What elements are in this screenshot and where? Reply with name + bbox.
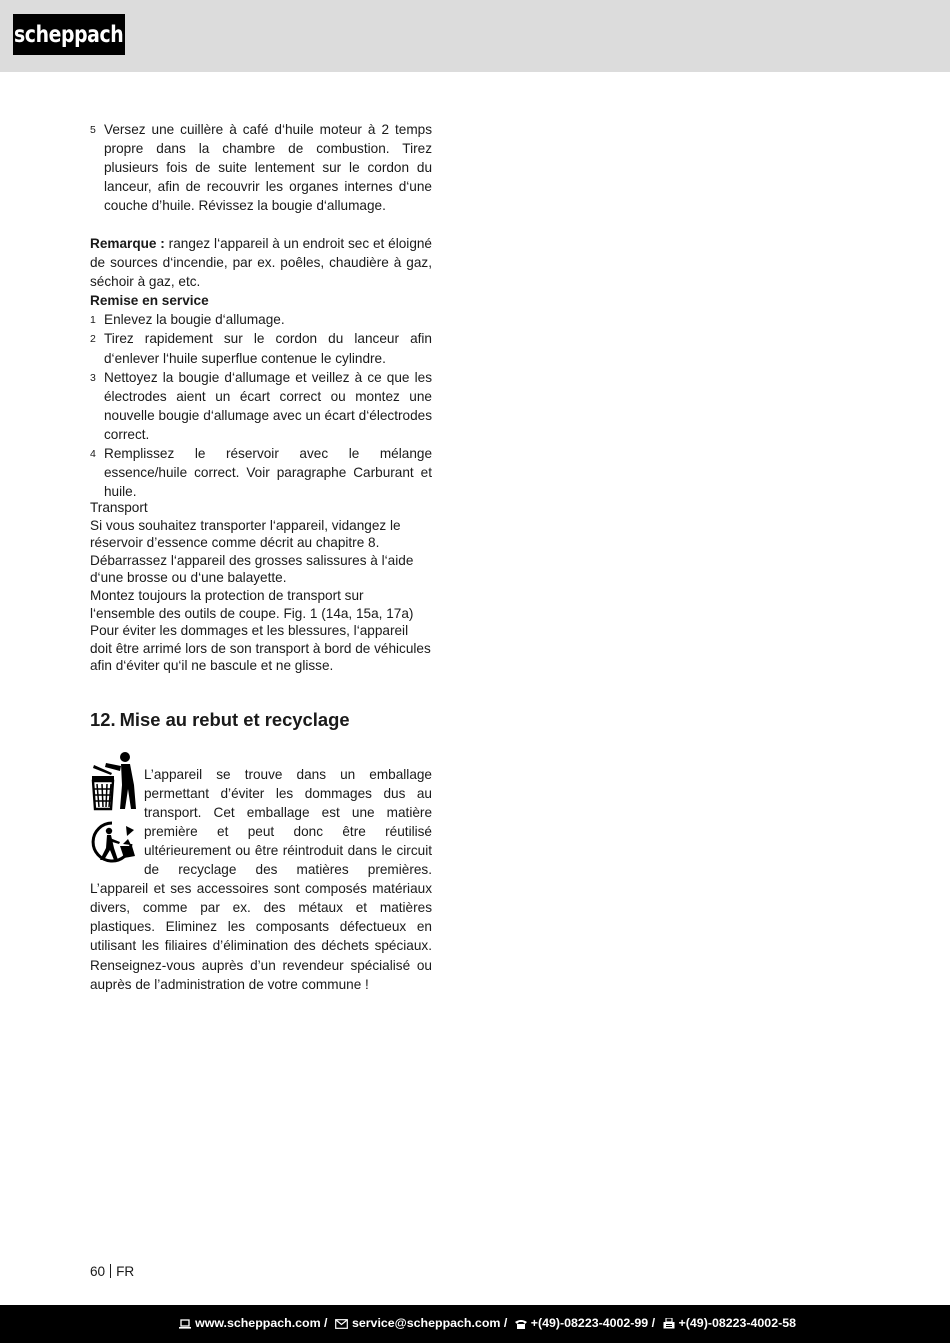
transport-heading: Transport	[90, 500, 148, 515]
trash-bin-icon	[90, 751, 138, 811]
list-number: 4	[90, 448, 96, 461]
recycling-paragraph: L’appareil se trouve dans un emballage permettant d’éviter les dommages dus au transport. Cet emballage est une matière première et peut donc être réutilisé ultérieurement ou être réintroduit dans le circuit de recyclage des matières premières. L’appareil et ses accessoires sont composés matériaux divers, comme par ex. des métaux et matières plastiques. Eliminez les composants défectueux en utilisant les filiaires d’élimination des déchets spéciaux. Renseignez-vous auprès d’un revendeur spécialisé ou auprès de l’administration de votre commune !	[90, 766, 432, 992]
recycling-icon	[90, 820, 138, 866]
remark-block	[90, 234, 432, 501]
transport-paragraph-1: Si vous souhaitez transporter l‘appareil, vidangez le réservoir d’essence comme décrit au chapitre 8. Débarrassez l‘appareil des grosses salissures à l‘aide d‘une brosse ou d‘une balayette.	[90, 517, 414, 586]
list-item	[90, 310, 432, 329]
list-item	[90, 368, 432, 444]
list-text: Remplissez le réservoir avec le mélange essence/huile correct. Voir paragraphe Carburant et huile.	[104, 446, 432, 500]
transport-paragraph-2: Montez toujours la protection de transport sur l‘ensemble des outils de coupe. Fig. 1 (14a, 15a, 17a)	[90, 587, 414, 621]
fax-icon	[663, 1318, 675, 1329]
transport-paragraph-3: Pour éviter les dommages et les blessures, l‘appareil doit être arrimé lors de son transport à bord de véhicules afin d‘éviter qu‘il ne bascule et ne glisse.	[90, 623, 431, 674]
list-item	[90, 120, 432, 215]
step-5-block	[90, 120, 432, 215]
page-language: FR	[116, 1264, 135, 1279]
page-number-block	[90, 1264, 134, 1279]
phone-number: +(49)-08223-4002-99 /	[530, 1316, 656, 1330]
laptop-icon	[179, 1319, 191, 1329]
transport-block	[90, 499, 432, 675]
list-number: 1	[90, 314, 96, 327]
restart-heading: Remise en service	[90, 293, 209, 309]
list-item	[90, 444, 432, 501]
restart-list	[90, 310, 432, 501]
list-text: Nettoyez la bougie d‘allumage et veillez à ce que les électrodes aient un écart correct ou montez une nouvelle bougie d‘allumage avec un écart d‘électrodes correct.	[104, 369, 432, 442]
remark-text: rangez l‘appareil à un endroit sec et éloigné de sources d‘incendie, par ex. poêles, chaudière à gaz, séchoir à gaz, etc.	[90, 236, 432, 290]
list-item	[90, 329, 432, 367]
list-text: Enlevez la bougie d‘allumage.	[104, 312, 285, 328]
remark-paragraph	[90, 234, 432, 291]
fax-number: +(49)-08223-4002-58	[678, 1316, 796, 1330]
list-number: 2	[90, 333, 96, 346]
section-title-text: Mise au rebut et recyclage	[119, 709, 350, 730]
list-number: 5	[90, 124, 96, 136]
recycling-block	[90, 751, 432, 1007]
contact-line	[179, 1316, 796, 1330]
page-number: 60	[90, 1264, 106, 1279]
section-title	[90, 709, 350, 731]
remark-label: Remarque :	[90, 236, 165, 251]
section-number: 12.	[90, 709, 116, 730]
website-link[interactable]: www.scheppach.com /	[195, 1316, 328, 1330]
list-text: Versez une cuillère à café d‘huile moteur à 2 temps propre dans la chambre de combustion. Tirez plusieurs fois de suite lentement sur le cordon du lanceur, afin de recouvrir les organes internes d‘une couche d’huile. Révissez la bougie d‘allumage.	[104, 122, 432, 214]
page-footer	[0, 1305, 950, 1343]
page-header	[0, 0, 950, 72]
recycling-icons	[90, 751, 144, 862]
list-number: 3	[90, 371, 96, 384]
email-link[interactable]: service@scheppach.com /	[351, 1316, 508, 1330]
phone-icon	[515, 1319, 527, 1329]
email-icon	[335, 1319, 348, 1329]
list-text: Tirez rapidement sur le cordon du lanceur afin d‘enlever l‘huile superflue contenue le cylindre.	[104, 331, 432, 366]
divider	[110, 1264, 111, 1278]
scheppach-logo: scheppach	[13, 14, 125, 55]
